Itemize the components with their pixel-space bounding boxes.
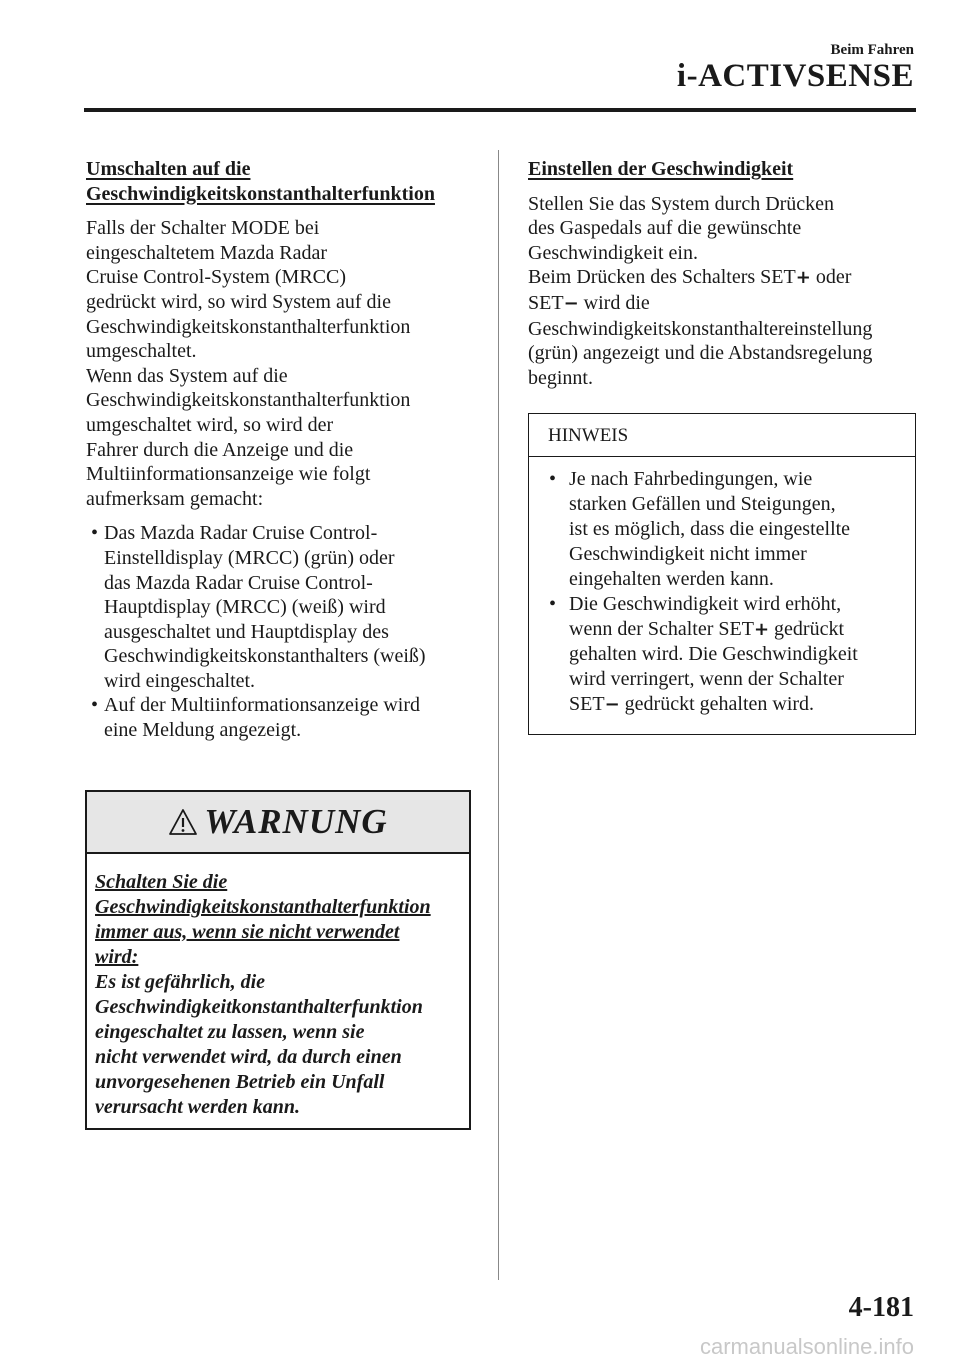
left-bullet-list [86,521,476,742]
chapter-title: i-ACTIVSENSE [676,58,914,94]
note-line [569,617,905,642]
bullet-line: Auf der Multiinformationsanzeige wird [104,694,421,717]
text-fragment: oder [810,266,852,289]
paragraph-line [528,265,920,291]
warning-body [87,854,469,1120]
paragraph-line: Geschwindigkeitskonstanthalterfunktion [86,389,411,412]
warning-line: verursacht werden kann. [95,1096,301,1118]
bullet-line: Das Mazda Radar Cruise Control- [104,522,378,545]
text-fragment: gedrückt gehalten wird. [619,693,815,715]
left-heading [86,157,476,206]
paragraph-line: Geschwindigkeitskonstanthalterfunktion [86,315,411,338]
plus-icon: + [795,267,811,289]
bullet-icon: • [549,593,557,615]
warning-title: WARNUNG [204,802,388,841]
list-item [539,592,905,717]
note-box [528,413,916,735]
note-line: starken Gefällen und Steigungen, [569,493,836,515]
note-line [569,692,905,717]
right-heading [528,157,920,182]
paragraph-line: gedrückt wird, so wird System auf die [86,290,391,313]
paragraph-line: beginnt. [528,366,593,389]
warning-line: eingeschaltet zu lassen, wenn sie [95,1021,365,1043]
left-paragraph [86,216,476,511]
bullet-line: Einstelldisplay (MRCC) (grün) oder [104,546,395,569]
warning-line: Schalten Sie die [95,871,228,893]
plus-icon: + [753,619,770,640]
paragraph-line: Wenn das System auf die [86,364,288,387]
bullet-icon: • [91,694,99,717]
warning-line: wird: [95,946,139,968]
text-fragment: gedrückt [769,618,845,640]
text-fragment: SET [569,693,605,715]
paragraph-line: Stellen Sie das System durch Drücken [528,192,835,215]
note-line: ist es möglich, dass die eingestellte [569,518,851,540]
text-fragment: SET [528,291,564,314]
text-fragment: wird die [578,291,650,314]
paragraph-line: des Gaspedals auf die gewünschte [528,217,802,240]
text-fragment: Beim Drücken des Schalters SET [528,266,796,289]
paragraph-line: Multiinformationsanzeige wie folgt [86,463,371,486]
paragraph-line [528,291,920,317]
paragraph-line: umgeschaltet wird, so wird der [86,413,334,436]
page-number: 4-181 [848,1292,914,1323]
warning-line: Es ist gefährlich, die [95,971,266,993]
text-fragment: wenn der Schalter SET [569,618,754,640]
note-line: Je nach Fahrbedingungen, wie [569,468,813,490]
warning-header [87,792,469,854]
warning-line: immer aus, wenn sie nicht verwendet [95,921,400,943]
list-item [86,693,476,742]
note-line: wird verringert, wenn der Schalter [569,668,844,690]
minus-icon: − [604,694,620,715]
left-heading-line: Umschalten auf die [86,158,251,180]
right-heading-line: Einstellen der Geschwindigkeit [528,158,794,180]
bullet-line: ausgeschaltet und Hauptdisplay des [104,620,389,643]
paragraph-line: Fahrer durch die Anzeige und die [86,438,354,461]
list-item [539,467,905,592]
warning-triangle-icon [168,808,198,836]
header-rule [84,108,916,112]
warning-line: Geschwindigkeitkonstanthalterfunktion [95,996,423,1018]
note-line: Geschwindigkeit nicht immer [569,543,807,565]
list-item [86,521,476,693]
paragraph-line: Falls der Schalter MODE bei [86,217,320,240]
bullet-line: eine Meldung angezeigt. [104,719,302,742]
column-divider [498,150,499,1280]
paragraph-line: Cruise Control-System (MRCC) [86,266,347,289]
section-title: Beim Fahren [830,42,914,58]
bullet-line: wird eingeschaltet. [104,669,256,692]
paragraph-line: eingeschaltetem Mazda Radar [86,241,327,264]
warning-line: nicht verwendet wird, da durch einen [95,1046,402,1068]
note-line: eingehalten werden kann. [569,568,774,590]
left-column [86,157,476,743]
bullet-line: Geschwindigkeitskonstanthalters (weiß) [104,645,426,668]
bullet-line: das Mazda Radar Cruise Control- [104,571,373,594]
paragraph-line: aufmerksam gemacht: [86,487,264,510]
paragraph-line: Geschwindigkeit ein. [528,241,698,264]
right-column [528,157,920,390]
right-paragraph [528,192,920,391]
minus-icon: − [563,292,579,314]
paragraph-line: Geschwindigkeitskonstanthaltereinstellung [528,317,873,340]
note-line: gehalten wird. Die Geschwindigkeit [569,643,858,665]
warning-line: Geschwindigkeitskonstanthalterfunktion [95,896,431,918]
bullet-icon: • [91,522,99,545]
note-body [529,457,915,717]
note-line: Die Geschwindigkeit wird erhöht, [569,593,842,615]
warning-box [85,790,471,1130]
paragraph-line: (grün) angezeigt und die Abstandsregelung [528,342,873,365]
bullet-line: Hauptdisplay (MRCC) (weiß) wird [104,596,386,619]
note-title: HINWEIS [529,414,915,457]
paragraph-line: umgeschaltet. [86,340,197,363]
watermark: carmanualsonline.info [699,1334,914,1359]
left-heading-line: Geschwindigkeitskonstanthalterfunktion [86,182,435,205]
warning-line: unvorgesehenen Betrieb ein Unfall [95,1071,385,1093]
bullet-icon: • [549,468,557,490]
